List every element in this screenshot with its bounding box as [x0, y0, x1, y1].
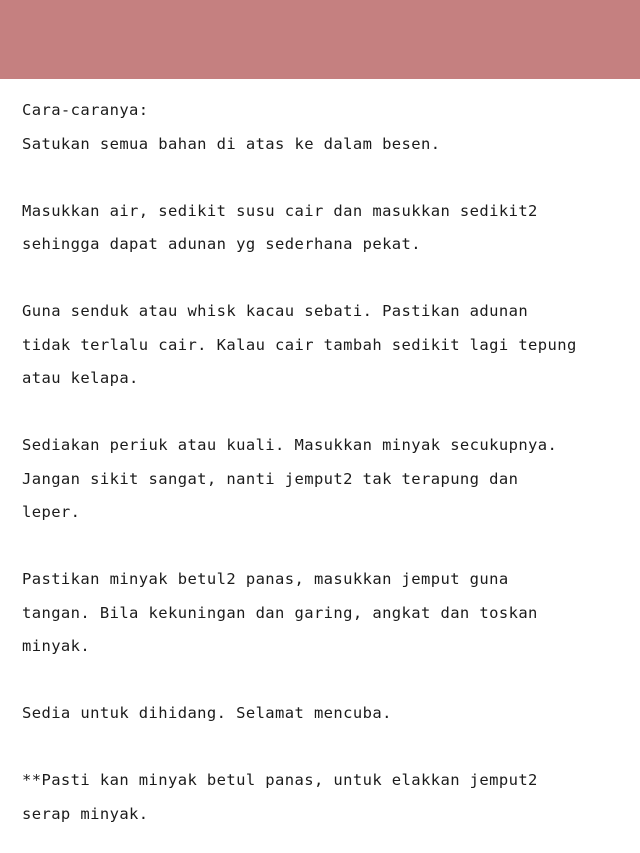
paragraph-gap — [22, 664, 622, 698]
note-line-1: **Pasti kan minyak betul panas, untuk elakkan jemput2 — [22, 771, 538, 789]
step-4-line-3: leper. — [22, 503, 81, 521]
paragraph-gap — [22, 731, 622, 765]
paragraph-gap — [22, 161, 622, 195]
paragraph-gap — [22, 396, 622, 430]
paragraph-gap — [22, 262, 622, 296]
steps-heading: Cara-caranya: — [22, 101, 149, 119]
step-4-line-1: Sediakan periuk atau kuali. Masukkan minyak secukupnya. — [22, 436, 558, 454]
step-3-line-3: atau kelapa. — [22, 369, 139, 387]
recipe-steps — [22, 94, 622, 831]
note-line-2: serap minyak. — [22, 804, 149, 823]
step-1-line-1: Satukan semua bahan di atas ke dalam besen. — [22, 134, 441, 153]
step-5-line-3: minyak. — [22, 637, 91, 655]
step-2-line-1: Masukkan air, sedikit susu cair dan masukkan sedikit2 — [22, 201, 538, 220]
step-3-line-1: Guna senduk atau whisk kacau sebati. Pastikan adunan — [22, 302, 529, 320]
step-5-line-1: Pastikan minyak betul2 panas, masukkan jemput guna — [22, 570, 509, 588]
step-3-line-2: tidak terlalu cair. Kalau cair tambah sedikit lagi tepung — [22, 335, 577, 354]
paragraph-gap — [22, 530, 622, 564]
step-5-line-2: tangan. Bila kekuningan dan garing, angkat dan toskan — [22, 603, 538, 622]
step-2-line-2: sehingga dapat adunan yg sederhana pekat. — [22, 235, 422, 253]
step-4-line-2: Jangan sikit sangat, nanti jemput2 tak terapung dan — [22, 469, 519, 488]
top-banner — [0, 0, 640, 79]
step-6-line-1: Sedia untuk dihidang. Selamat mencuba. — [22, 704, 392, 722]
